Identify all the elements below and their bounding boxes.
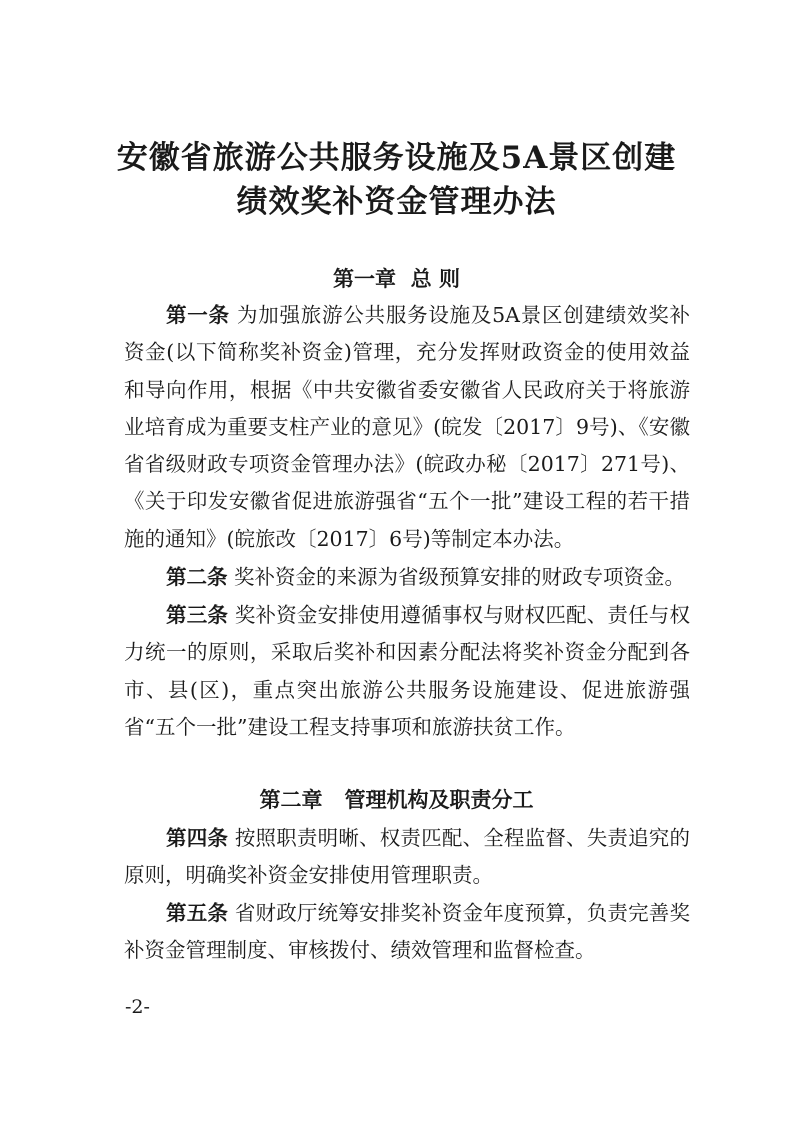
article-2 xyxy=(124,559,690,596)
article-4-text: 按照职责明晰、权责匹配、全程监督、失责追究的原则，明确奖补资金安排使用管理职责。 xyxy=(124,826,691,888)
article-3 xyxy=(124,597,690,746)
article-5-text: 省财政厅统筹安排奖补资金年度预算，负责完善奖补资金管理制度、审核拨付、绩效管理和监督检查。 xyxy=(124,901,691,963)
article-1 xyxy=(124,297,690,558)
article-3-lead: 第三条 xyxy=(166,603,229,627)
article-4-lead: 第四条 xyxy=(166,826,229,850)
article-5-lead: 第五条 xyxy=(166,901,229,925)
chapter-2-heading: 第二章 管理机构及职责分工 xyxy=(259,787,534,812)
article-3-text: 奖补资金安排使用遵循事权与财权匹配、责任与权力统一的原则，采取后奖补和因素分配法将奖补资金分配到各市、县(区)，重点突出旅游公共服务设施建设、促进旅游强省“五个一批”建设工程支持事项和旅游扶贫工作。 xyxy=(124,603,691,739)
document-title-line-1: 安徽省旅游公共服务设施及5A景区创建 xyxy=(116,140,677,176)
article-1-text: 为加强旅游公共服务设施及5A景区创建绩效奖补资金(以下简称奖补资金)管理，充分发挥财政资金的使用效益和导向作用，根据《中共安徽省委安徽省人民政府关于将旅游业培育成为重要支柱产业的意见》(皖发〔2017〕9号)、《安徽省省级财政专项资金管理办法》(皖政办秘〔2017〕271号)、《关于印发安徽省促进旅游强省“五个一批”建设工程的若干措施的通知》(皖旅改〔2017〕6号)等制定本办法。 xyxy=(124,303,690,551)
article-2-text: 奖补资金的来源为省级预算安排的财政专项资金。 xyxy=(227,565,686,589)
article-5 xyxy=(124,895,690,970)
chapter-1-heading: 第一章 总 则 xyxy=(333,266,460,291)
article-4 xyxy=(124,820,690,895)
document-title-line-2: 绩效奖补资金管理办法 xyxy=(236,184,557,220)
article-1-lead: 第一条 xyxy=(166,303,230,327)
article-2-lead: 第二条 xyxy=(166,565,228,589)
page-number: -2- xyxy=(125,996,150,1018)
